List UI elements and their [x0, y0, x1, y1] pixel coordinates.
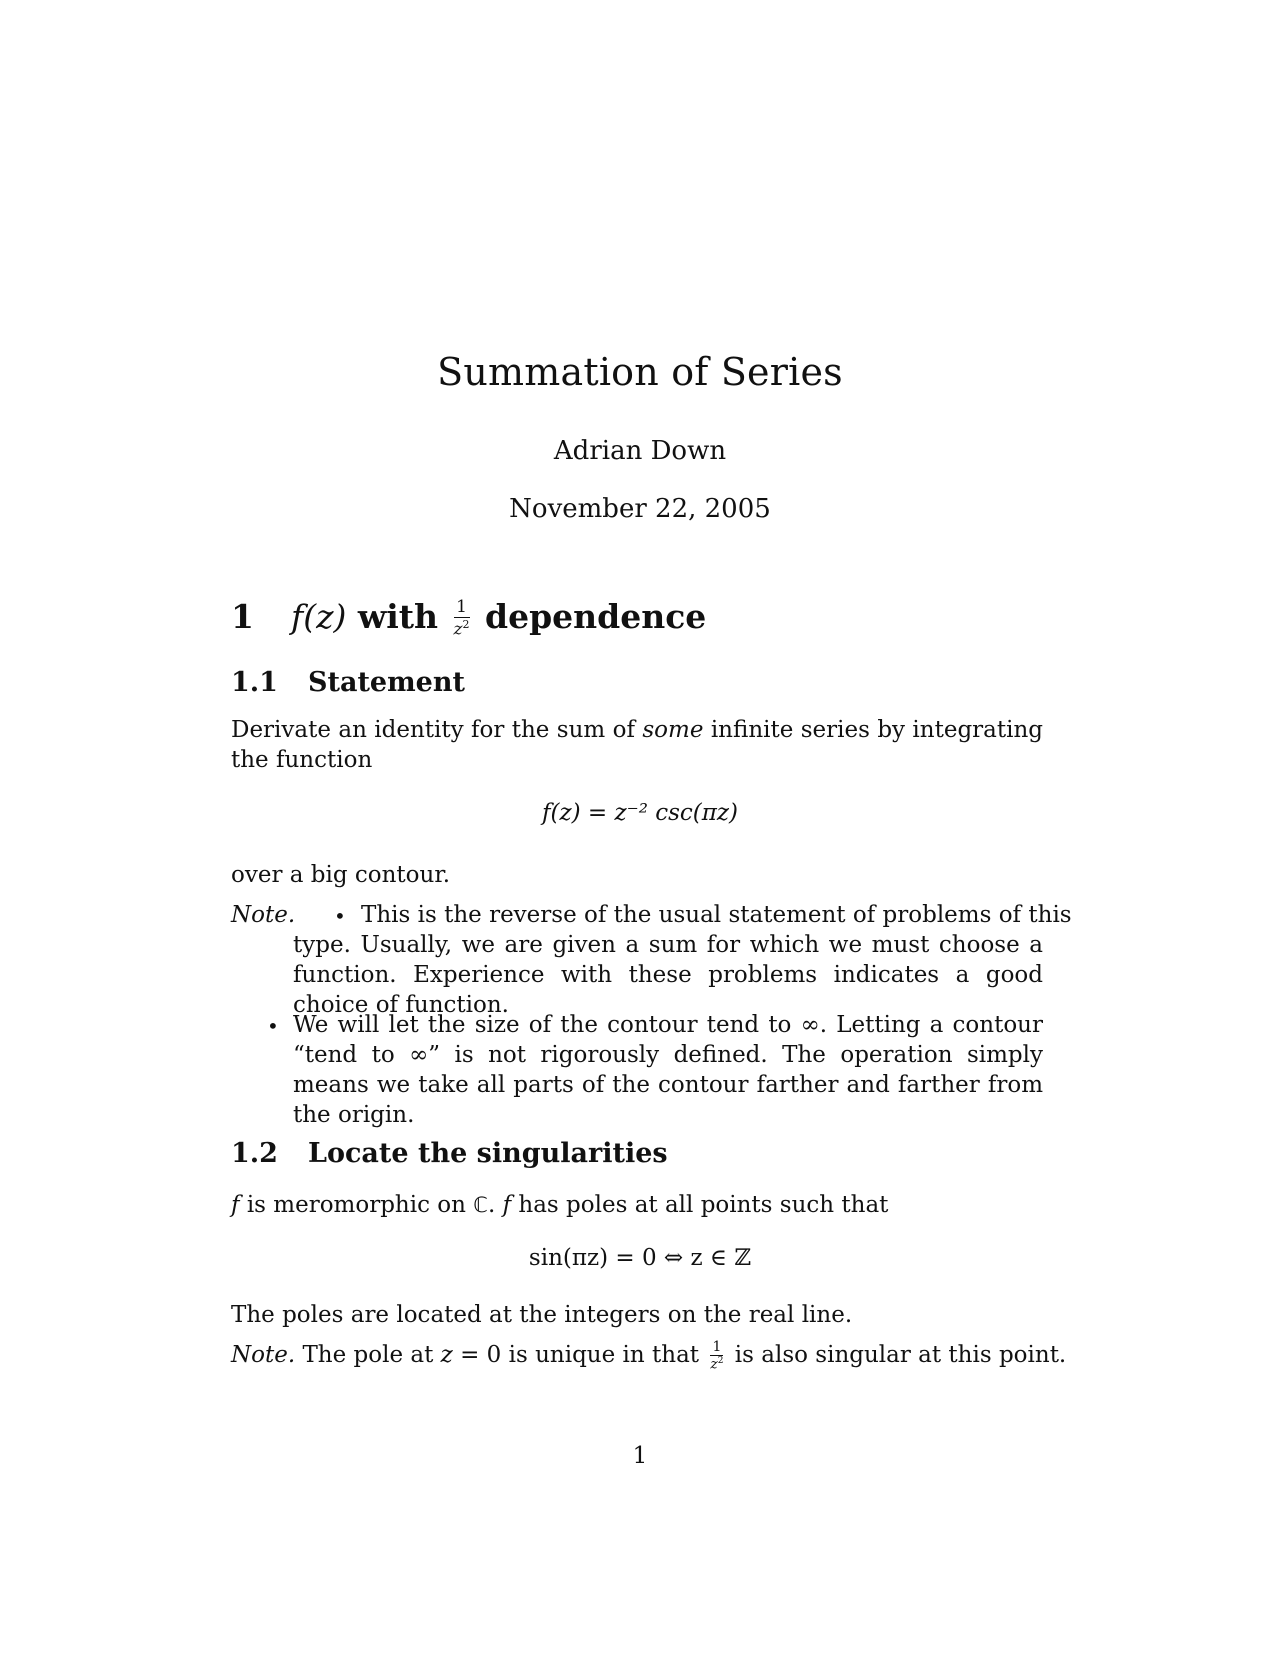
- pole-note-text-c: is also singular at this point.: [727, 1342, 1067, 1368]
- meromorphic-text-b: .: [487, 1192, 503, 1218]
- symbol-z: z: [440, 1342, 453, 1368]
- equation-text: f(z) = z⁻² csc(πz): [541, 800, 738, 826]
- section-word-with: with: [357, 597, 439, 636]
- equation-sin-zero: sin(πz) = 0 ⇔ z ∈ ℤ: [528, 1245, 752, 1271]
- note-label: Note.: [231, 1342, 296, 1368]
- pole-note-text-b: = 0 is unique in that: [452, 1342, 707, 1368]
- statement-text-b: infinite series by integrating the function: [231, 717, 1044, 773]
- symbol-f: f: [231, 1192, 240, 1218]
- note-label: Note.: [231, 902, 296, 928]
- pole-note-line: [231, 1339, 1067, 1373]
- meromorphic-text-a: is meromorphic on: [239, 1192, 474, 1218]
- section-function: f(z): [291, 597, 347, 636]
- document-date: November 22, 2005: [509, 494, 771, 524]
- fraction-numerator: 1: [454, 599, 470, 618]
- pole-note-fraction: [710, 1340, 723, 1372]
- section-fraction: [454, 599, 470, 639]
- fraction-denominator: [710, 1356, 723, 1372]
- subsection-title: Statement: [308, 667, 465, 698]
- subsection-number: 1.2: [231, 1138, 278, 1169]
- bullet-dot-icon: •: [267, 1014, 279, 1038]
- subsection-number: 1.1: [231, 667, 278, 698]
- after-equation-text: over a big contour.: [231, 862, 451, 888]
- equation-f-of-z: [0, 800, 1280, 826]
- subsection-title: Locate the singularities: [308, 1138, 668, 1169]
- symbol-complex-plane: ℂ: [473, 1193, 488, 1217]
- section-word-dependence: dependence: [485, 597, 707, 636]
- meromorphic-text-c: has poles at all points such that: [511, 1192, 889, 1218]
- fraction-denominator: [454, 618, 470, 639]
- bullet-dot-icon: •: [334, 904, 346, 928]
- bullet-2-text: We will let the size of the contour tend to ∞. Letting a contour “tend to ∞” is not rigorously defined. The operation simply means we take all parts of the contour farther and farther from the origin.: [293, 1012, 1043, 1128]
- statement-text-a: Derivate an identity for the sum of: [231, 717, 643, 743]
- document-title: Summation of Series: [437, 350, 843, 394]
- statement-paragraph: [231, 715, 1043, 775]
- statement-emphasis: some: [642, 717, 704, 743]
- symbol-f: f: [502, 1192, 512, 1218]
- poles-location-text: The poles are located at the integers on the real line.: [231, 1302, 853, 1328]
- section-number: 1: [231, 597, 254, 636]
- bullet-1-rest: type. Usually, we are given a sum for which we must choose a function. Experience with these problems indicates a good choice of function.: [293, 932, 1043, 1018]
- meromorphic-line: [231, 1190, 1043, 1220]
- pole-note-text-a: The pole at: [295, 1342, 441, 1368]
- document-author: Adrian Down: [553, 436, 727, 466]
- fraction-numerator: 1: [710, 1340, 723, 1356]
- subsection-1-2-heading: [231, 1138, 668, 1169]
- fraction-exponent: 2: [462, 618, 470, 632]
- fraction-exponent: 2: [717, 1356, 724, 1367]
- page-number: 1: [632, 1443, 648, 1469]
- fraction-denominator-base: z: [453, 619, 463, 640]
- bullet-1-first-line: This is the reverse of the usual statement of problems of this: [361, 902, 1072, 928]
- subsection-1-1-heading: [231, 667, 465, 698]
- section-1-heading: [231, 597, 706, 639]
- fraction-denominator-base: z: [710, 1356, 718, 1373]
